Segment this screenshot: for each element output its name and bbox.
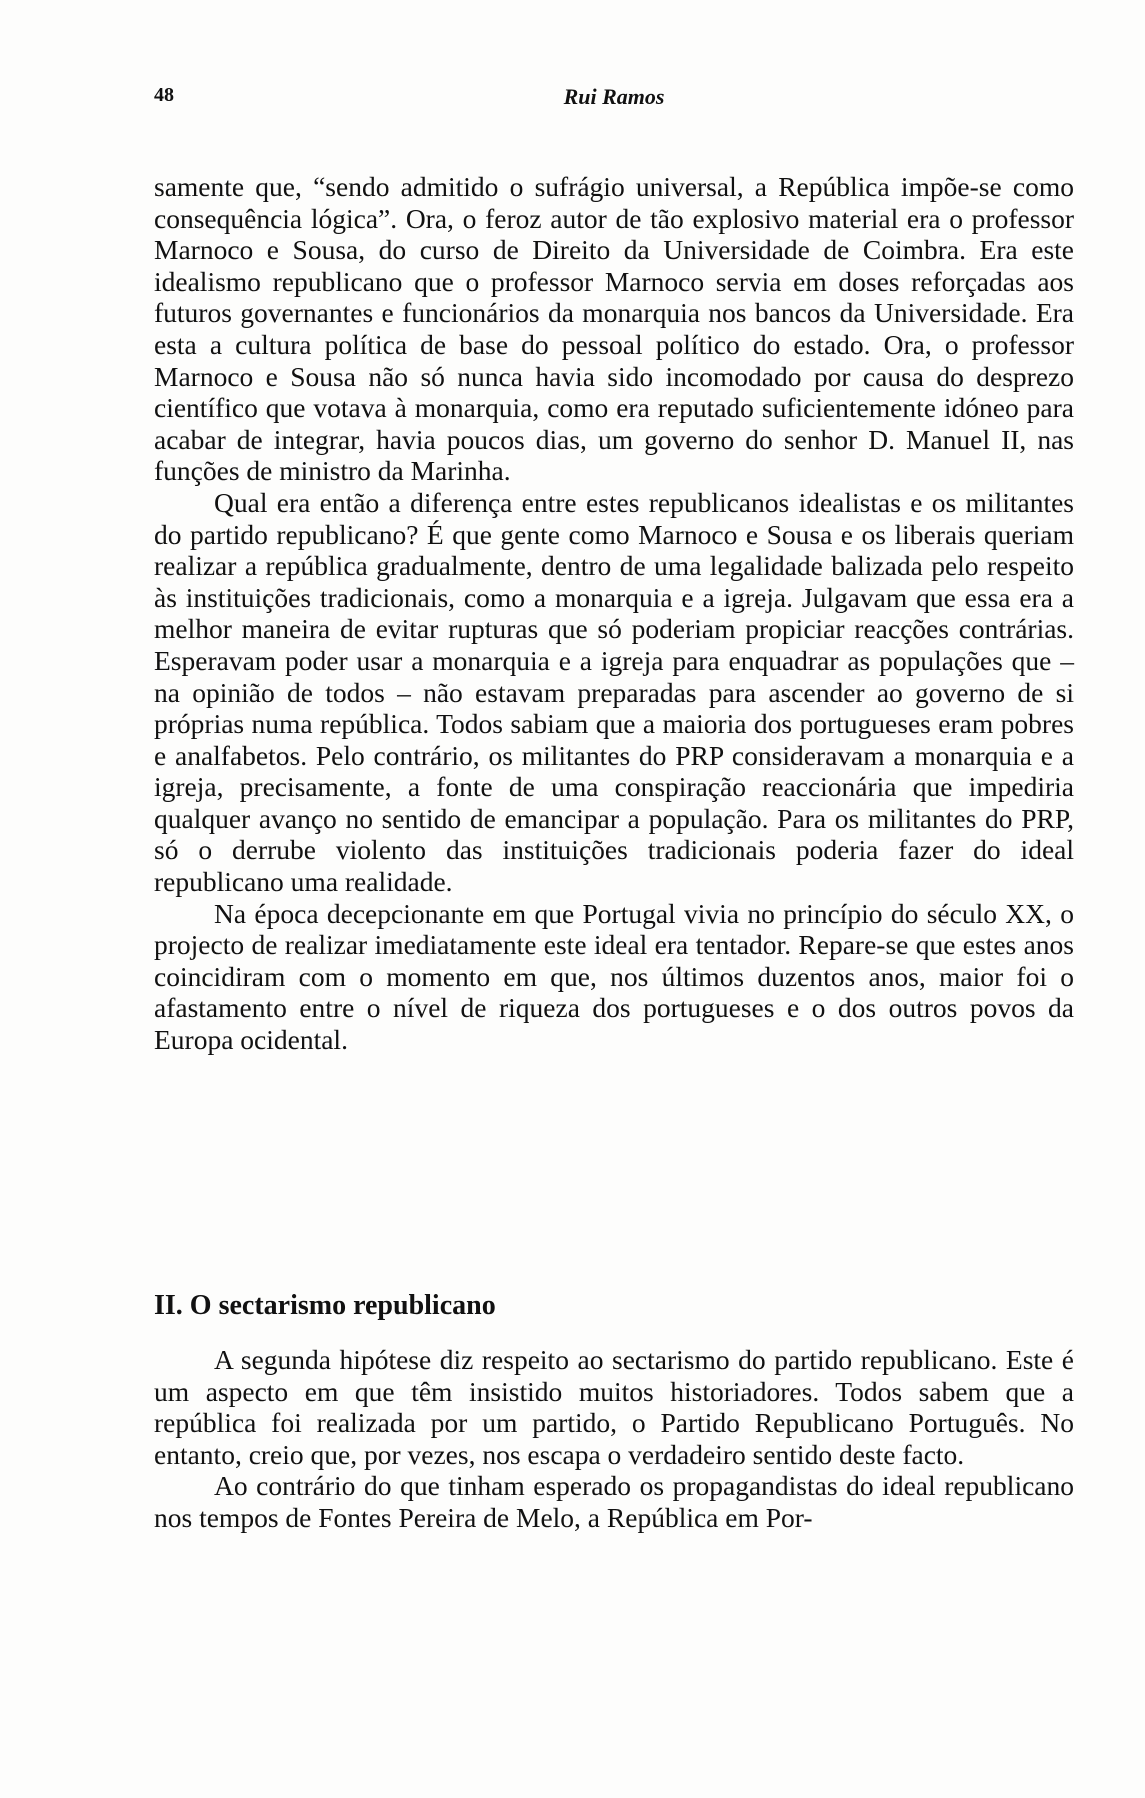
running-head-author: Rui Ramos bbox=[563, 84, 665, 109]
paragraph: Qual era então a diferença entre estes republicanos idealistas e os militantes do partido republicano? É que gente como Marnoco e Sousa e os liberais queriam realizar a república gradualmente, dentro de uma legalidade balizada pelo respeito às instituições tradicionais, como a monarquia e a igreja. Julgavam que essa era a melhor maneira de evitar rupturas que só poderiam propiciar reacções contrárias. Esperavam poder usar a monarquia e a igreja para enquadrar as populações que – na opinião de todos – não estavam preparadas para ascender ao governo de si próprias numa república. Todos sabiam que a maioria dos portugueses eram pobres e analfabetos. Pelo contrário, os militantes do PRP consideravam a monarquia e a igreja, precisamente, a fonte de uma conspiração reaccionária que impediria qualquer avanço no sentido de emancipar a população. Para os militantes do PRP, só o derrube violento das instituições tradicionais poderia fazer do ideal republicano uma realidade. bbox=[154, 486, 1074, 898]
paragraph: Ao contrário do que tinham esperado os propagandistas do ideal republicano nos tempos de Fontes Pereira de Melo, a República em Por- bbox=[154, 1470, 1074, 1533]
page-number: 48 bbox=[154, 84, 174, 106]
section-heading: II. O sectarismo republicano bbox=[154, 1290, 496, 1321]
paragraph: A segunda hipótese diz respeito ao sectarismo do partido republicano. Este é um aspecto em que têm insistido muitos historiadores. Todos sabem que a república foi realizada por um partido, o Partido Republicano Português. No entanto, creio que, por vezes, nos escapa o verdadeiro sentido deste facto. bbox=[154, 1344, 1074, 1470]
body-text-section-2 bbox=[154, 1344, 1074, 1534]
paragraph-continuation: samente que, “sendo admitido o sufrágio universal, a República impõe-se como consequência lógica”. Ora, o feroz autor de tão explosivo material era o professor Marnoco e Sousa, do curso de Direito da Universidade de Coimbra. Era este idealismo republicano que o professor Marnoco servia em doses reforçadas aos futuros governantes e funcionários da monarquia nos bancos da Universidade. Era esta a cultura política de base do pessoal político do estado. Ora, o professor Marnoco e Sousa não só nunca havia sido incomodado por causa do desprezo científico que votava à monarquia, como era reputado suficientemente idóneo para acabar de integrar, havia poucos dias, um governo do senhor D. Manuel II, nas funções de ministro da Marinha. bbox=[154, 171, 1074, 487]
body-text-section-1 bbox=[154, 171, 1074, 1056]
paragraph: Na época decepcionante em que Portugal vivia no princípio do século XX, o projecto de realizar imediatamente este ideal era tentador. Repare-se que estes anos coincidiram com o momento em que, nos últimos duzentos anos, maior foi o afastamento entre o nível de riqueza dos portugueses e o dos outros povos da Europa ocidental. bbox=[154, 897, 1074, 1056]
page-header bbox=[154, 84, 1074, 118]
